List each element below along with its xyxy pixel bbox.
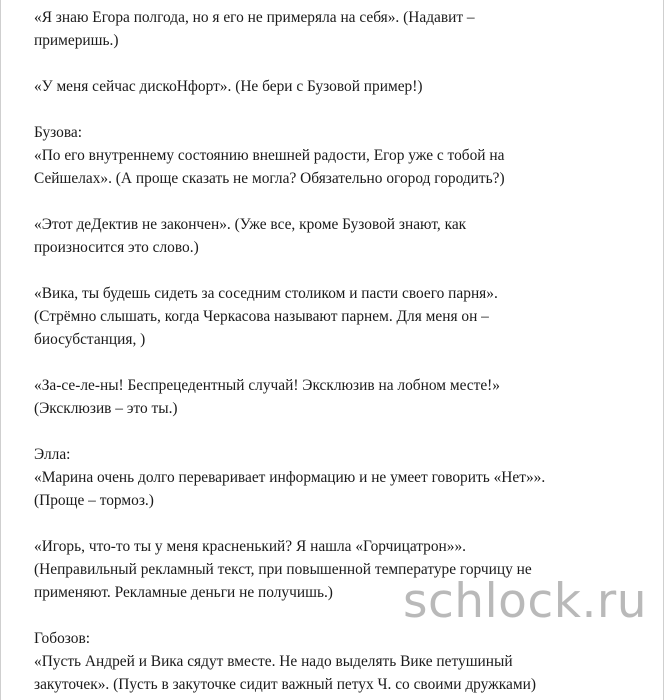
text-line: «Марина очень долго переваривает информацию и не умеет говорить «Нет»».: [34, 469, 546, 486]
text-line: «У меня сейчас дискоНфорт». (Не бери с Бузовой пример!): [34, 78, 423, 95]
text-line: Бузова:: [34, 124, 83, 141]
paragraph: [34, 75, 654, 98]
watermark: schlock.ru: [402, 574, 647, 629]
text-line: «По его внутреннему состоянию внешней радости, Егор уже с тобой на: [34, 147, 505, 164]
text-line: Гобозов:: [34, 630, 90, 647]
paragraph: [34, 213, 654, 259]
text-line: «Вика, ты будешь сидеть за соседним столиком и пасти своего парня».: [34, 285, 498, 302]
text-line: «Пусть Андрей и Вика сядут вместе. Не надо выделять Вике петушиный: [34, 653, 513, 670]
text-line: «Я знаю Егора полгода, но я его не примеряла на себя». (Надавит –: [34, 9, 475, 26]
text-line: (Эксклюзив – это ты.): [34, 400, 178, 417]
text-line: (Проще – тормоз.): [34, 492, 154, 509]
paragraph: [34, 627, 654, 696]
text-line: (Неправильный рекламный текст, при повышенной температуре горчицу не: [34, 561, 532, 578]
paragraph: [34, 443, 654, 512]
text-line: биосубстанция, ): [34, 331, 146, 348]
text-line: произносится это слово.): [34, 239, 199, 256]
paragraph: [34, 121, 654, 190]
paragraph: [34, 6, 654, 52]
paragraph: [34, 374, 654, 420]
text-line: примеришь.): [34, 32, 119, 49]
text-line: «За-се-ле-ны! Беспрецедентный случай! Эксклюзив на лобном месте!»: [34, 377, 500, 394]
text-line: «Игорь, что-то ты у меня красненький? Я нашла «Горчицатрон»».: [34, 538, 467, 555]
paragraph: [34, 282, 654, 351]
text-line: Элла:: [34, 446, 71, 463]
text-line: применяют. Рекламные деньги не получишь.): [34, 584, 333, 601]
text-line: закуточек». (Пусть в закуточке сидит важный петух Ч. со своими дружками): [34, 676, 536, 693]
text-line: (Стрёмно слышать, когда Черкасова называют парнем. Для меня он –: [34, 308, 489, 325]
text-line: «Этот деДектив не закончен». (Уже все, кроме Бузовой знают, как: [34, 216, 467, 233]
text-line: Сейшелах». (А проще сказать не могла? Обязательно огород городить?): [34, 170, 505, 187]
